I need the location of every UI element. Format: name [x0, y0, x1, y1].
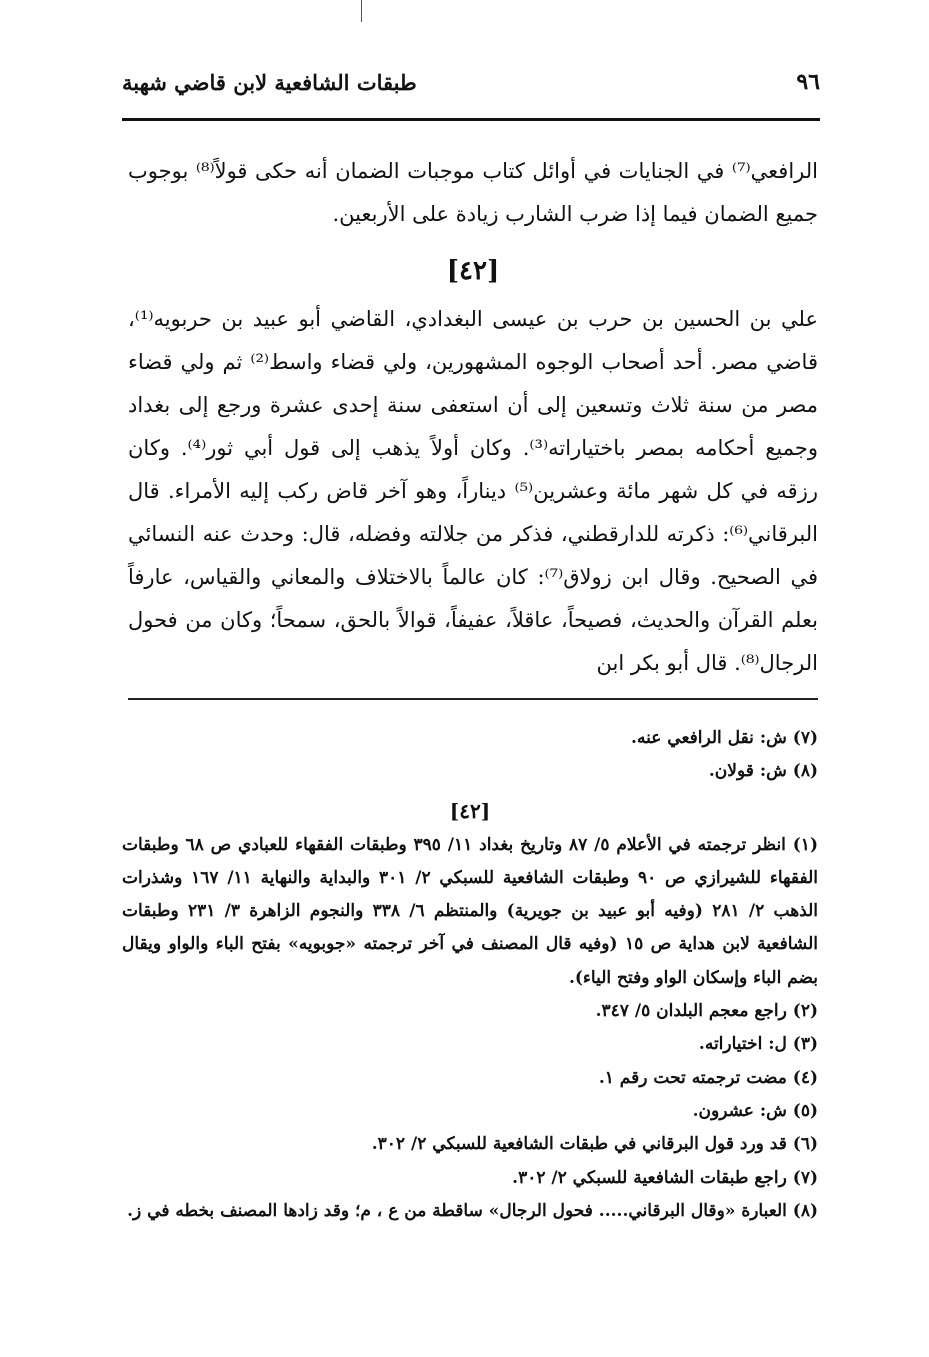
running-title: طبقات الشافعية لابن قاضي شهبة — [122, 69, 417, 95]
text-line: حربويه⁽¹⁾، قاضي مصر. أحد أصحاب الوجوه المشهورين، ولي قضاء — [128, 307, 818, 374]
section-heading: [٤٢] — [446, 256, 500, 286]
footnote-item: (٨) ش: قولان. — [708, 761, 818, 782]
text-line: عاقلاً، عفيفاً، قوالاً بالحق، سمحاً؛ وكان من فحول الرجال⁽⁸⁾. قال أبو بكر ابن — [128, 608, 818, 675]
footnote-separator — [128, 698, 818, 700]
text-line: الرافعي⁽⁷⁾ في الجنايات في أوائل كتاب موجبات الضمان أنه حكى قولاً⁽⁸⁾ بوجوب — [128, 159, 818, 183]
text-line: واسط⁽²⁾ ثم ولي قضاء مصر من سنة ثلاث وتسعين إلى — [128, 350, 818, 417]
text-line: ديناراً، وهو آخر قاض ركب إليه الأمراء. قال البرقاني⁽⁶⁾: ذكرته للدارقطني، فذكر — [128, 479, 818, 546]
footnote-item: (٧) راجع طبقات الشافعية للسبكي ٢/ ٣٠٢. — [512, 1167, 818, 1188]
footnote-item: (٦) قد ورد قول البرقاني في طبقات الشافعية للسبكي ٢/ ٣٠٢. — [371, 1134, 818, 1155]
intro-paragraph — [128, 150, 818, 236]
footnote-item: (١) انظر ترجمته في الأعلام ٥/ ٨٧ وتاريخ بغداد ١١/ ٣٩٥ وطبقات الفقهاء للعبادي ص ٦٨ وطبقات الفقهاء للشيرازي ص ٩٠ وطبقات الشافعية للسبكي ٢/ ٣٠١ والبداية والنهاية ١١/ ١٦٧ وشذرات الذهب ٢/ ٢٨١ (وفيه أبو عبيد بن جويرية) والمنتظم ٦/ ٣٣٨ والنجوم الزاهرة ٣/ ٢٣١ وطبقات الشافعية لابن هداية ص ١٥ (وفيه قال المصنف في آخر ترجمته «جوبويه» بفتح الباء والواو ويقال بضم الباء وإسكان الواو وفتح الياء). — [122, 834, 819, 988]
footnote-item: (٢) راجع معجم البلدان ٥/ ٣٤٧. — [595, 1001, 818, 1022]
page-number: ٩٦ — [796, 69, 820, 95]
text-line: من جلالته وفضله، قال: وحدث عنه النسائي في الصحيح. وقال ابن زولاق⁽⁷⁾: — [128, 522, 818, 589]
footnotes-section-heading: [٤٢] — [449, 798, 491, 823]
footnotes — [122, 722, 818, 1228]
footnote-item: (٤) مضت ترجمته تحت رقم ١. — [598, 1067, 818, 1088]
header-rule — [122, 118, 820, 121]
entry-paragraph — [128, 298, 818, 685]
footnote-item: (٨) العبارة «وقال البرقاني..... فحول الرجال» ساقطة من ع ، م؛ وقد زادها المصنف بخطه في ز. — [127, 1200, 818, 1221]
text-line: علي بن الحسين بن حرب بن عيسى البغدادي، القاضي أبو عبيد بن — [221, 307, 818, 331]
text-line: وكان أولاً يذهب إلى قول أبي ثور⁽⁴⁾. وكان رزقه في كل شهر مائة وعشرين⁽⁵⁾ — [128, 436, 818, 503]
main-text — [128, 150, 818, 685]
footnote-item: (٧) ش: نقل الرافعي عنه. — [631, 728, 818, 748]
footnote-item: (٥) ش: عشرون. — [692, 1100, 818, 1121]
footnote-item: (٣) ل: اختياراته. — [698, 1034, 818, 1055]
text-line: أن استعفى سنة إحدى عشرة ورجع إلى بغداد وجميع أحكامه بمصر باختياراته⁽³⁾. — [128, 393, 818, 460]
text-line: كان عالماً بالاختلاف والمعاني والقياس، عارفاً بعلم القرآن والحديث، فصيحاً، — [128, 565, 818, 632]
text-line: جميع الضمان فيما إذا ضرب الشارب زيادة على الأربعين. — [332, 202, 818, 226]
page-header — [122, 62, 820, 102]
scan-mark — [361, 0, 362, 22]
